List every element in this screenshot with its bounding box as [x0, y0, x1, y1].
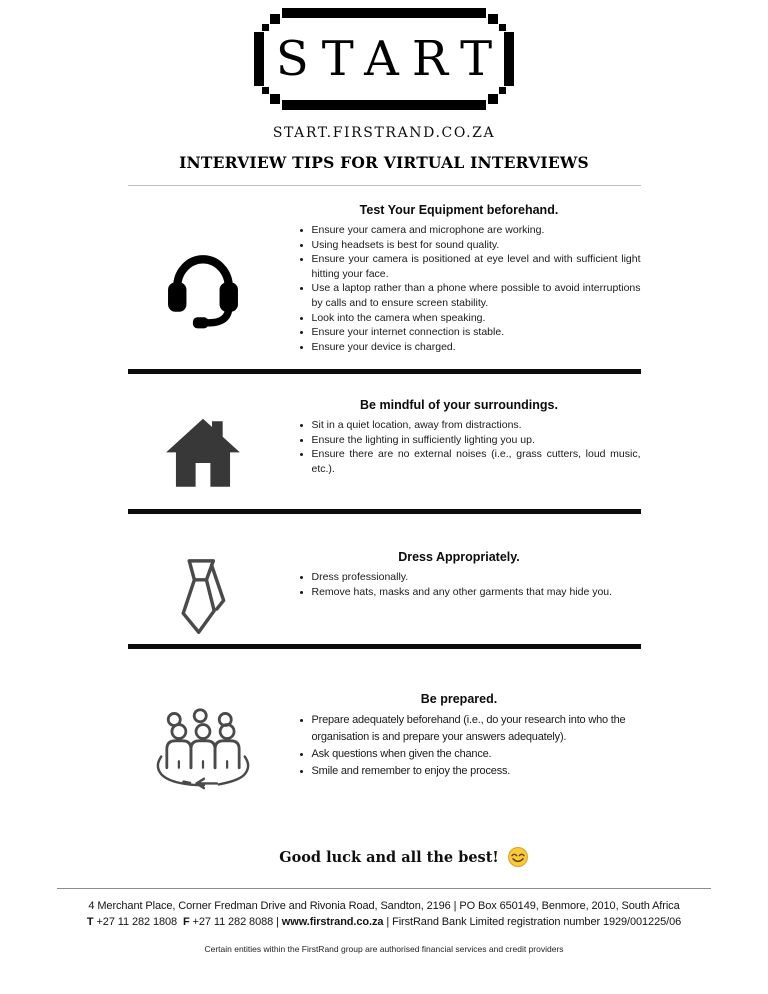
closing-message — [128, 846, 641, 868]
bullet-item: • Ensure the lighting in sufficiently lighting you up. — [312, 433, 641, 448]
section-text — [278, 550, 641, 644]
bullet-item: • Ensure your camera and microphone are working. — [312, 223, 641, 238]
footer-rule — [57, 888, 711, 889]
section-heading: Be mindful of your surroundings. — [360, 398, 558, 412]
section-text — [278, 203, 641, 369]
footer-contact-text: +27 11 282 1808 — [93, 916, 183, 928]
bullet-list — [278, 418, 641, 476]
bullet-item: • Ensure there are no external noises (i.e., grass cutters, loud music, etc.). — [312, 447, 641, 476]
section-text — [278, 398, 641, 509]
section-4 — [128, 649, 641, 809]
bullet-list — [278, 223, 641, 354]
bullet-list — [278, 712, 641, 780]
section-heading: Dress Appropriately. — [398, 550, 520, 564]
footer-address: 4 Merchant Place, Corner Fredman Drive and Rivonia Road, Sandton, 2196 | PO Box 650149, Benmore, 2010, South Africa — [88, 900, 680, 912]
section-heading: Test Your Equipment beforehand. — [359, 203, 559, 217]
bullet-item: • Smile and remember to enjoy the process. — [312, 763, 641, 780]
section-3 — [128, 514, 641, 644]
footer-contact-bold: T — [86, 916, 94, 928]
start-logo — [252, 6, 516, 112]
sections — [128, 186, 641, 809]
footer — [0, 888, 768, 954]
home-icon — [128, 398, 278, 509]
bullet-item: • Remove hats, masks and any other garments that may hide you. — [312, 585, 641, 600]
bullet-item: • Sit in a quiet location, away from distractions. — [312, 418, 641, 433]
content — [128, 185, 641, 868]
footer-contact-line — [0, 916, 768, 928]
bullet-item: • Look into the camera when speaking. — [312, 311, 641, 326]
closing-text: Good luck and all the best! — [279, 849, 499, 866]
page-title: INTERVIEW TIPS FOR VIRTUAL INTERVIEWS — [179, 153, 589, 172]
bullet-item: • Use a laptop rather than a phone where possible to avoid interruptions by calls and to ensure screen stability. — [312, 281, 641, 310]
site-url: START.FIRSTRAND.CO.ZA — [272, 125, 496, 141]
section-text — [278, 692, 641, 809]
footer-contact-bold: F — [182, 916, 190, 928]
section-heading: Be prepared. — [420, 692, 498, 706]
headset-icon — [128, 203, 278, 369]
section-1 — [128, 186, 641, 369]
footer-contact-text: | FirstRand Bank Limited registration number 1929/001225/06 — [383, 916, 682, 928]
bullet-item: • Ensure your camera is positioned at eye level and with sufficient light hitting your face. — [312, 252, 641, 281]
footer-contact-text: +27 11 282 8088 | — [189, 916, 282, 928]
bullet-item: • Prepare adequately beforehand (i.e., do your research into who the organisation is and prepare your answers adequately). — [312, 712, 641, 746]
smiling-face-icon — [499, 846, 529, 868]
bullet-item: • Dress professionally. — [312, 570, 641, 585]
bullet-item: • Ensure your internet connection is stable. — [312, 325, 641, 340]
footer-contact-bold: www.firstrand.co.za — [281, 916, 384, 928]
section-2 — [128, 374, 641, 509]
tie-icon — [128, 550, 278, 644]
header — [0, 0, 768, 172]
logo-wordmark: START — [275, 31, 506, 87]
bullet-item: • Ensure your device is charged. — [312, 340, 641, 355]
people-group-icon — [128, 692, 278, 809]
footer-disclaimer: Certain entities within the FirstRand group are authorised financial services and credit providers — [204, 944, 564, 954]
bullet-item: • Ask questions when given the chance. — [312, 746, 641, 763]
bullet-item: • Using headsets is best for sound quality. — [312, 238, 641, 253]
bullet-list — [278, 570, 641, 599]
